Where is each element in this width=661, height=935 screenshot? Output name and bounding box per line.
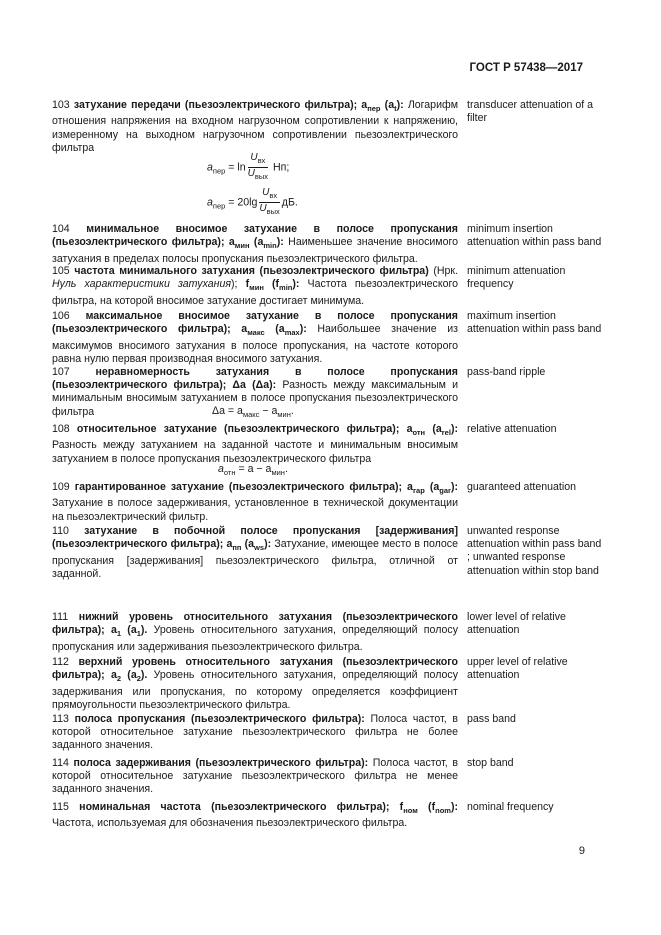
- term-entry-108: 108 относительное затухание (пьезоэлектрического фильтра); $a_{отн}$ $(a_{rel})$: Разность между затуханием на заданной частоте и минимальным вносимым затуханием в полосе пропускания пьезоэлектрического фильтра: [52, 423, 458, 465]
- term-entry-113: 113 полоса пропускания (пьезоэлектрического фильтра): Полоса частот, в которой относительное затухание пьезоэлектрического фильтра не более заданного значения.: [52, 713, 458, 752]
- term-entry-103: 103 затухание передачи (пьезоэлектрического фильтра); $a_{пер}$ $(a_t)$: Логарифм отношения напряжения на входном нагрузочном сопротивлении к напряжению, измеренному на выходном нагрузочном сопротивлении пьезоэлектрического фильтра: [52, 99, 458, 154]
- term-en-115: nominal frequency: [467, 801, 554, 813]
- term-entry-111: 111 нижний уровень относительного затухания (пьезоэлектрического фильтра); $a_1$ $(a_1)$. Уровень относительного затухания, определяющий полосу пропускания или задерживания пьезоэлектрического фильтра.: [52, 611, 458, 653]
- term-en-108: relative attenuation: [467, 423, 557, 435]
- term-en-106: maximum insertion attenuation within pass band: [467, 310, 602, 336]
- formula-108: $a_{отн} = a - a_{мин}$.: [218, 463, 288, 478]
- formula-103-db: $a_{пер} = 20\lg$ $U_{вх}$ $U_{вых}$ дБ.: [207, 187, 298, 216]
- term-en-103: transducer attenuation of a filter: [467, 99, 594, 125]
- page-number: 9: [578, 845, 585, 857]
- term-entry-104: 104 минимальное вносимое затухание в полосе пропускания (пьезоэлектрического фильтра); $a_{мин}$ $(a_{min})$: Наименьшее значение вносимого затухания в пределах полосы пропускания пьезоэлектрического фильтра.: [52, 223, 458, 265]
- term-en-110: unwanted response attenuation within pass band ; unwanted response attenuation within stop band: [467, 525, 602, 577]
- term-en-112: upper level of relative attenuation: [467, 656, 568, 682]
- term-en-104: minimum insertion attenuation within pass band: [467, 223, 602, 249]
- term-en-107: pass-band ripple: [467, 366, 546, 378]
- term-entry-107: 107 неравномерность затухания в полосе пропускания (пьезоэлектрического фильтра); Δa (Δa): Разность между максимальным и минимальным вносимым затуханием в полосе пропускания пьезоэлектрического фильтра: [52, 366, 458, 418]
- term-entry-110: 110 затухание в побочной полосе пропускания [задерживания] (пьезоэлектрического фильтра); $a_{пп}$ $(a_{ws})$: Затухание, имеющее место в полосе пропускания [задерживания] пьезоэлектрического фильтра, отличной от заданной.: [52, 525, 458, 580]
- term-entry-106: 106 максимальное вносимое затухание в полосе пропускания (пьезоэлектрического фильтра); $a_{макс}$ $(a_{max})$: Наибольшее значение из максимумов вносимого затухания в полосе пропускания, на частоте которого равна нулю первая производная вносимого затухания.: [52, 310, 459, 365]
- term-en-109: guaranteed attenuation: [467, 481, 576, 493]
- formula-103-np: $a_{пер} = \ln$ $U_{вх}$ $U_{вых}$ Нп;: [207, 152, 290, 181]
- formula-107: $\Delta a = a_{макс} - a_{мин}$.: [212, 405, 294, 420]
- term-entry-112: 112 верхний уровень относительного затухания (пьезоэлектрического фильтра); $a_2$ $(a_2)$. Уровень относительного затухания, определяющий полосу задерживания или пропускания, по которому определяется коэффициент прямоугольности пьезоэлектрического фильтра.: [52, 656, 458, 711]
- term-en-114: stop band: [467, 757, 514, 769]
- term-en-111: lower level of relative attenuation: [467, 611, 566, 637]
- term-entry-114: 114 полоса задерживания (пьезоэлектрического фильтра): Полоса частот, в которой относительное затухание пьезоэлектрического фильтра не менее заданного значения.: [52, 757, 458, 796]
- term-entry-105: 105 частота минимального затухания (пьезоэлектрического фильтра) (Нрк. Нуль характеристики затухания); $f_{мин}$ $(f_{min})$: Частота пьезоэлектрического фильтра, на которой вносимое затухание достигает минимума.: [52, 265, 459, 307]
- term-entry-109: 109 гарантированное затухание (пьезоэлектрического фильтра); $a_{гар}$ $(a_{gar})$: Затухание в полосе задерживания, установленное в технической документации на пьезоэлектрический фильтр.: [52, 481, 458, 523]
- document-header: ГОСТ Р 57438—2017: [469, 62, 583, 74]
- term-en-105: minimum attenuation frequency: [467, 265, 566, 291]
- term-en-113: pass band: [467, 713, 516, 725]
- term-entry-115: 115 номинальная частота (пьезоэлектрического фильтра); $f_{ном}$ $(f_{nom})$: Частота, используемая для обозначения пьезоэлектрического фильтра.: [52, 801, 459, 830]
